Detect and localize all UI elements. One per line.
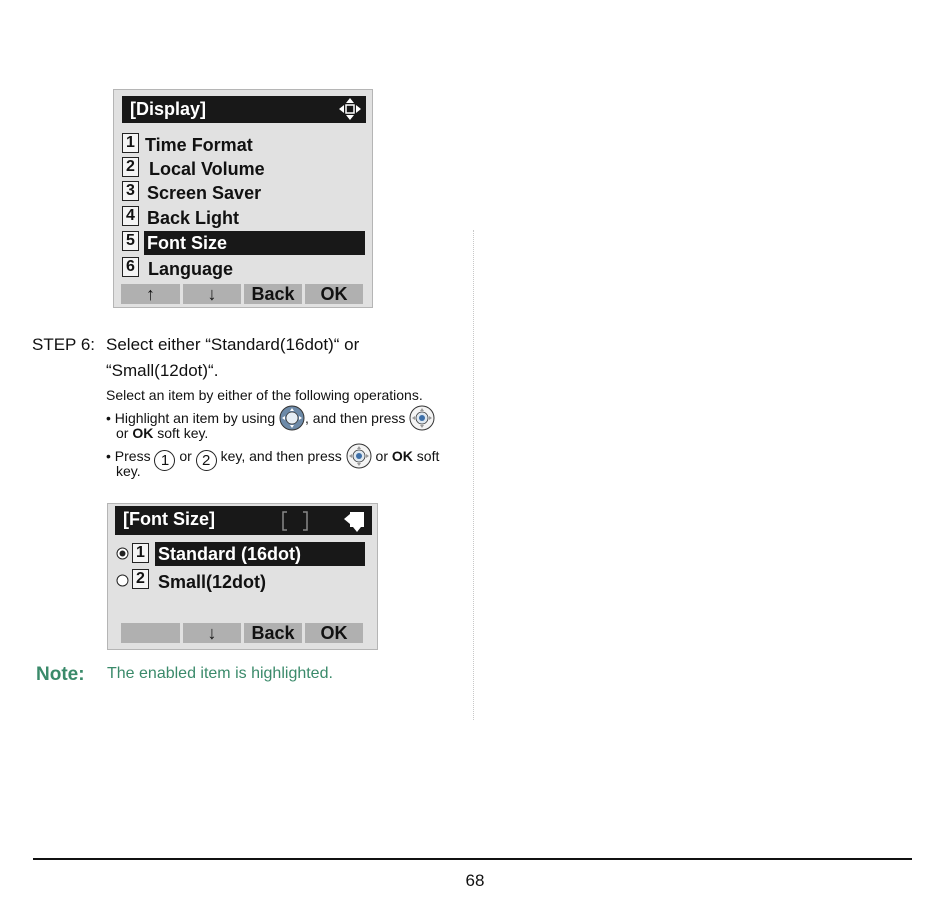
softkey-down[interactable]: ↓ — [183, 623, 241, 643]
option-standard-16dot[interactable] — [116, 542, 368, 566]
step-line-1: Select either “Standard(16dot)“ or — [106, 335, 360, 354]
item-label: Screen Saver — [147, 183, 262, 203]
note-label: Note: — [36, 664, 85, 685]
step-label: STEP 6: — [32, 335, 95, 354]
softkey-empty — [121, 623, 180, 643]
item-label: Small(12dot) — [158, 572, 267, 592]
instruction-bullet-2-cont: key. — [116, 463, 141, 479]
item-label: Local Volume — [149, 159, 265, 179]
item-number: 5 — [122, 231, 139, 251]
display-menu-title — [122, 96, 366, 123]
softkey-up[interactable]: ↑ — [121, 284, 180, 304]
bullet2-or: or — [179, 448, 192, 464]
key-1-icon: 1 — [154, 450, 175, 471]
ok-softkey-ref: OK — [391, 448, 413, 464]
item-number: 1 — [122, 133, 139, 153]
navigation-cross-icon — [338, 97, 362, 121]
item-number: 2 — [122, 157, 139, 177]
item-label: Language — [148, 259, 234, 279]
item-number: 1 — [132, 543, 149, 563]
input-brackets-icon — [281, 510, 309, 532]
item-label: Back Light — [147, 208, 240, 228]
item-number: 6 — [122, 257, 139, 277]
option-small-12dot[interactable] — [116, 568, 368, 592]
softkey-down[interactable]: ↓ — [183, 284, 241, 304]
bullet1-text-a: Highlight an item by using — [114, 410, 276, 426]
bullet1-text-b: , and then press — [305, 410, 406, 426]
bullet-dot: • — [106, 410, 115, 426]
item-label-selected: Font Size — [144, 231, 365, 255]
note-text: The enabled item is highlighted. — [107, 665, 333, 682]
item-label: Time Format — [145, 135, 253, 155]
instructions-intro: Select an item by either of the following operations. — [106, 387, 423, 403]
item-number: 2 — [132, 569, 149, 589]
instruction-bullet-1-cont — [116, 424, 208, 442]
menu-item-time-format[interactable] — [122, 133, 366, 157]
instruction-bullet-2 — [106, 443, 439, 471]
bullet2-text-a: Press — [114, 448, 151, 464]
bullet1-text-c: or — [116, 425, 129, 441]
menu-item-font-size[interactable] — [122, 231, 366, 255]
enter-key-icon — [346, 443, 372, 469]
display-menu-title-text: [Display] — [130, 99, 207, 119]
bullet-dot: • — [106, 448, 115, 464]
font-size-title — [115, 506, 372, 535]
item-number: 3 — [122, 181, 139, 201]
menu-item-local-volume[interactable] — [122, 157, 366, 181]
menu-item-screen-saver[interactable] — [122, 181, 366, 205]
enter-arrow-icon — [342, 509, 368, 533]
font-size-screen — [107, 503, 378, 650]
bullet2-text-c: or — [375, 448, 388, 464]
step-line-2: “Small(12dot)“. — [106, 361, 219, 380]
display-menu-screen — [113, 89, 373, 308]
column-divider — [473, 230, 474, 720]
page-number: 68 — [465, 871, 485, 890]
ok-softkey-ref: OK — [132, 425, 154, 441]
bullet1-text-d: soft key. — [157, 425, 209, 441]
menu-item-back-light[interactable] — [122, 206, 366, 230]
softkey-back[interactable]: Back — [244, 623, 302, 643]
font-size-title-text: [Font Size] — [123, 509, 215, 529]
bullet2-text-d: soft — [416, 448, 440, 464]
softkey-ok[interactable]: OK — [305, 284, 363, 304]
menu-item-language[interactable] — [122, 257, 366, 281]
item-number: 4 — [122, 206, 139, 226]
radio-selected-icon — [116, 547, 129, 560]
radio-unselected-icon — [116, 574, 129, 587]
cursor-key-icon — [279, 405, 305, 431]
footer-rule — [33, 858, 912, 860]
key-2-icon: 2 — [196, 450, 217, 471]
bullet2-text-b: key, and then press — [220, 448, 342, 464]
softkey-back[interactable]: Back — [244, 284, 302, 304]
softkey-ok[interactable]: OK — [305, 623, 363, 643]
enter-key-icon — [409, 405, 435, 431]
item-label-selected: Standard (16dot) — [155, 542, 365, 566]
